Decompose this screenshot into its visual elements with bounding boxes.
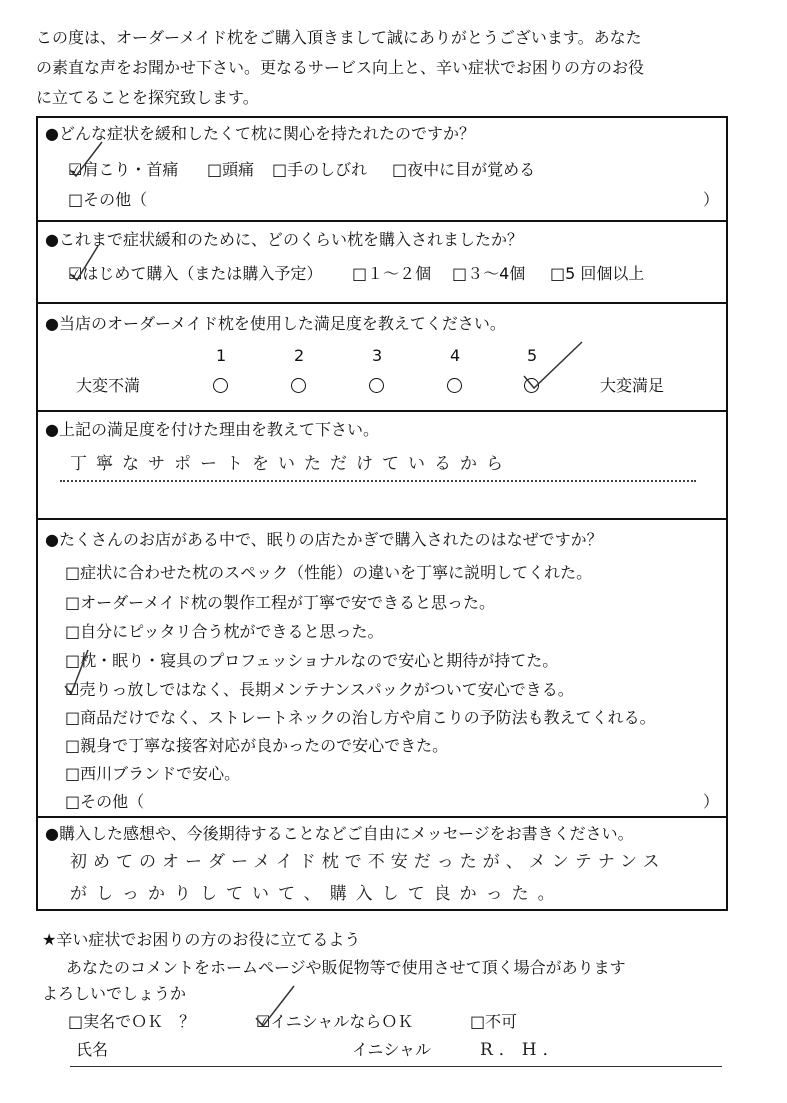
section-divider (36, 518, 726, 520)
q2-option-first[interactable]: ☑はじめて購入（または購入予定） (68, 264, 323, 283)
consent-option-realname[interactable]: □実名でＯＫ ？ (68, 1012, 196, 1031)
intro-line-3: に立てることを探究致します。 (36, 88, 259, 107)
q2-option-3-4[interactable]: □３～4個 (452, 264, 526, 283)
q5-option[interactable]: □枕・眠り・寝具のプロフェッショナルなので安心と期待が持てた。 (65, 651, 559, 670)
q6-handwritten-line-1: 初めてのオーダーメイド枕で不安だったが、メンテナンス (70, 852, 666, 872)
section-divider (36, 816, 726, 818)
consent-line-1: ★辛い症状でお困りの方のお役に立てるよう (42, 930, 361, 949)
consent-line-3: よろしいでしょうか (42, 984, 187, 1003)
q6-question: ●購入した感想や、今後期待することなどご自由にメッセージをお書きください。 (45, 824, 634, 843)
handwritten-check-icon (520, 338, 590, 398)
rating-radio-1[interactable] (213, 378, 228, 393)
q5-option[interactable]: □オーダーメイド枕の製作工程が丁寧で安できると思った。 (65, 593, 495, 612)
name-label: 氏名 (76, 1040, 109, 1059)
q2-question: ●これまで症状緩和のために、どのくらい枕を購入されましたか？ (45, 230, 523, 249)
q4-handwritten-answer: 丁寧なサポートをいただけているから (70, 454, 512, 474)
handwritten-check-icon (66, 242, 106, 282)
intro-line-1: この度は、オーダーメイド枕をご購入頂きまして誠にありがとうございます。あなた (36, 28, 642, 47)
q4-question: ●上記の満足度を付けた理由を教えて下さい。 (45, 420, 379, 439)
q5-question: ●たくさんのお店がある中で、眠りの店たかぎで購入されたのはなぜですか？ (45, 530, 603, 549)
q1-other-close: ） (703, 190, 720, 209)
rating-radio-3[interactable] (369, 378, 384, 393)
q1-option-waking[interactable]: □夜中に目が覚める (392, 160, 536, 179)
handwritten-check-icon (66, 140, 106, 180)
handwritten-check-icon (252, 982, 302, 1032)
scale-number-5: 5 (527, 346, 538, 365)
q1-option-numbness[interactable]: □手のしびれ (272, 160, 368, 179)
answer-dotted-line (60, 480, 696, 482)
section-divider (36, 410, 726, 412)
q1-option-headache[interactable]: □頭痛 (207, 160, 255, 179)
q5-option[interactable]: □親身で丁寧な接客対応が良かったので安心できた。 (65, 736, 449, 755)
scale-number-2: 2 (294, 346, 305, 365)
section-divider (36, 302, 726, 304)
q5-option[interactable]: □西川ブランドで安心。 (65, 764, 241, 783)
q5-other-close: ） (703, 792, 720, 811)
scale-low-label: 大変不満 (76, 376, 141, 395)
rating-radio-2[interactable] (291, 378, 306, 393)
q2-option-1-2[interactable]: □１～２個 (352, 264, 432, 283)
intro-line-2: の素直な声をお聞かせ下さい。更なるサービス向上と、辛い症状でお困りの方のお役 (36, 58, 645, 77)
consent-line-2: あなたのコメントをホームページや販促物等で使用させて頂く場合があります (66, 958, 626, 977)
scale-number-3: 3 (372, 346, 383, 365)
consent-option-no[interactable]: □不可 (470, 1012, 518, 1031)
q5-option[interactable]: ☑売りっ放しではなく、長期メンテナンスパックがついて安心できる。 (65, 680, 574, 699)
signature-line (70, 1066, 722, 1067)
q5-option[interactable]: □商品だけでなく、ストレートネックの治し方や肩こりの予防法も教えてくれる。 (65, 708, 656, 727)
scale-high-label: 大変満足 (600, 376, 665, 395)
section-divider (36, 220, 726, 222)
handwritten-check-icon (62, 644, 102, 700)
initial-label: イニシャル (352, 1040, 432, 1059)
consent-option-initials[interactable]: ☑イニシャルならＯＫ (256, 1012, 414, 1031)
scale-number-4: 4 (450, 346, 461, 365)
q6-handwritten-line-2: がしっかりしていて、購入して良かった。 (70, 884, 564, 904)
q3-question: ●当店のオーダーメイド枕を使用した満足度を教えてください。 (45, 314, 506, 333)
q1-other-label[interactable]: □その他（ (68, 190, 148, 209)
rating-radio-4[interactable] (447, 378, 462, 393)
q1-option-shoulder[interactable]: ☑肩こり・首痛 (68, 160, 179, 179)
q1-question: ●どんな症状を緩和したくて枕に関心を持たれたのですか？ (45, 124, 475, 143)
q5-option[interactable]: □自分にピッタリ合う枕ができると思った。 (65, 622, 384, 641)
q2-option-5plus[interactable]: □5 回個以上 (550, 264, 645, 283)
initial-handwritten-value: R．H． (480, 1040, 566, 1060)
scale-number-1: 1 (216, 346, 227, 365)
q5-other-label[interactable]: □その他（ (65, 792, 145, 811)
q5-option[interactable]: □症状に合わせた枕のスペック（性能）の違いを丁寧に説明してくれた。 (65, 563, 593, 582)
